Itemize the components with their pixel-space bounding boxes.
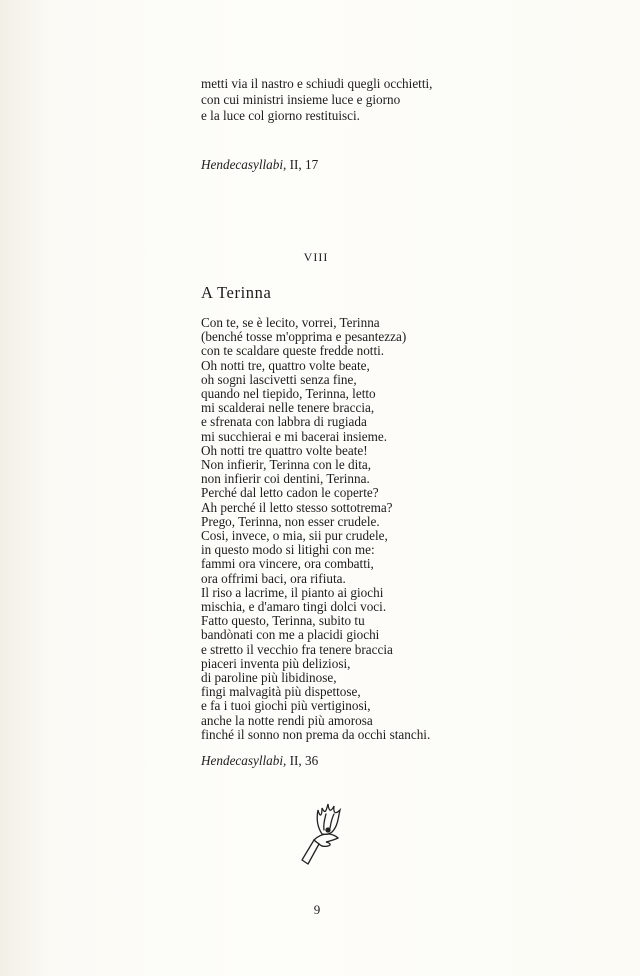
verse-line: mischia, e d'amaro tingi dolci voci. <box>201 599 387 615</box>
previous-poem-source <box>201 157 318 173</box>
poem-number: VIII <box>303 250 329 264</box>
poem-title: A Terinna <box>201 283 272 302</box>
verse-line: con cui ministri insieme luce e giorno <box>201 92 401 108</box>
source-title: Hendecasyllabi, <box>201 157 287 172</box>
verse-line: e la luce col giorno restituisci. <box>201 108 360 124</box>
verse-line: e sfrenata con labbra di rugiada <box>201 414 367 430</box>
verse-line: oh sogni lascivetti senza fine, <box>201 371 357 387</box>
verse-line: anche la notte rendi più amorosa <box>201 712 373 728</box>
verse-line: quando nel tiepido, Terinna, letto <box>201 386 376 402</box>
poem-body <box>201 316 430 742</box>
verse-line: Con te, se è lecito, vorrei, Terinna <box>201 315 380 330</box>
verse-line: mi scalderai nelle tenere braccia, <box>201 400 375 416</box>
verse-line: in questo modo si litighi con me: <box>201 542 375 558</box>
verse-line: e stretto il vecchio fra tenere braccia <box>201 641 393 657</box>
verse-line: di paroline più libidinose, <box>201 670 337 686</box>
verse-line: Non infierir, Terinna con le dita, <box>201 457 372 473</box>
verse-line: e fa i tuoi giochi più vertiginosi, <box>201 698 371 714</box>
verse-line: Oh notti tre, quattro volte beate, <box>201 357 370 373</box>
page-number: 9 <box>313 902 321 917</box>
verse-line: ora offrimi baci, ora rifiuta. <box>201 570 346 586</box>
verse-line: mi succhierai e mi bacerai insieme. <box>201 428 388 444</box>
source-ref: II, 17 <box>286 157 319 172</box>
previous-poem-ending <box>201 76 432 125</box>
verse-line: Perché dal letto cadon le coperte? <box>201 485 379 501</box>
verse-line: non infierir coi dentini, Terinna. <box>201 471 370 487</box>
verse-line: Il riso a lacrime, il pianto ai giochi <box>201 584 384 600</box>
verse-line: Ah perché il letto stesso sottotrema? <box>201 499 393 515</box>
verse-line: fammi ora vincere, ora combatti, <box>201 556 374 572</box>
source-ref: II, 36 <box>286 753 319 768</box>
verse-line: Oh notti tre quattro volte beate! <box>201 442 368 458</box>
verse-line: piaceri inventa più deliziosi, <box>201 655 351 671</box>
verse-line: Cosi, invece, o mia, sii pur crudele, <box>201 528 388 544</box>
verse-line: fingi malvagità più dispettose, <box>201 684 361 700</box>
hand-holding-flame-icon <box>292 800 348 872</box>
verse-line: (benché tosse m'opprima e pesantezza) <box>201 329 407 345</box>
verse-line: finché il sonno non prema da occhi stanchi. <box>201 726 431 742</box>
verse-line: Fatto questo, Terinna, subito tu <box>201 613 365 629</box>
verse-line: Prego, Terinna, non esser crudele. <box>201 513 380 529</box>
verse-line: con te scaldare queste fredde notti. <box>201 343 385 359</box>
poem-source <box>201 753 318 769</box>
verse-line: metti via il nastro e schiudi quegli occhietti, <box>201 76 433 91</box>
source-title: Hendecasyllabi, <box>201 753 287 768</box>
verse-line: bandònati con me a placidi giochi <box>201 627 380 643</box>
